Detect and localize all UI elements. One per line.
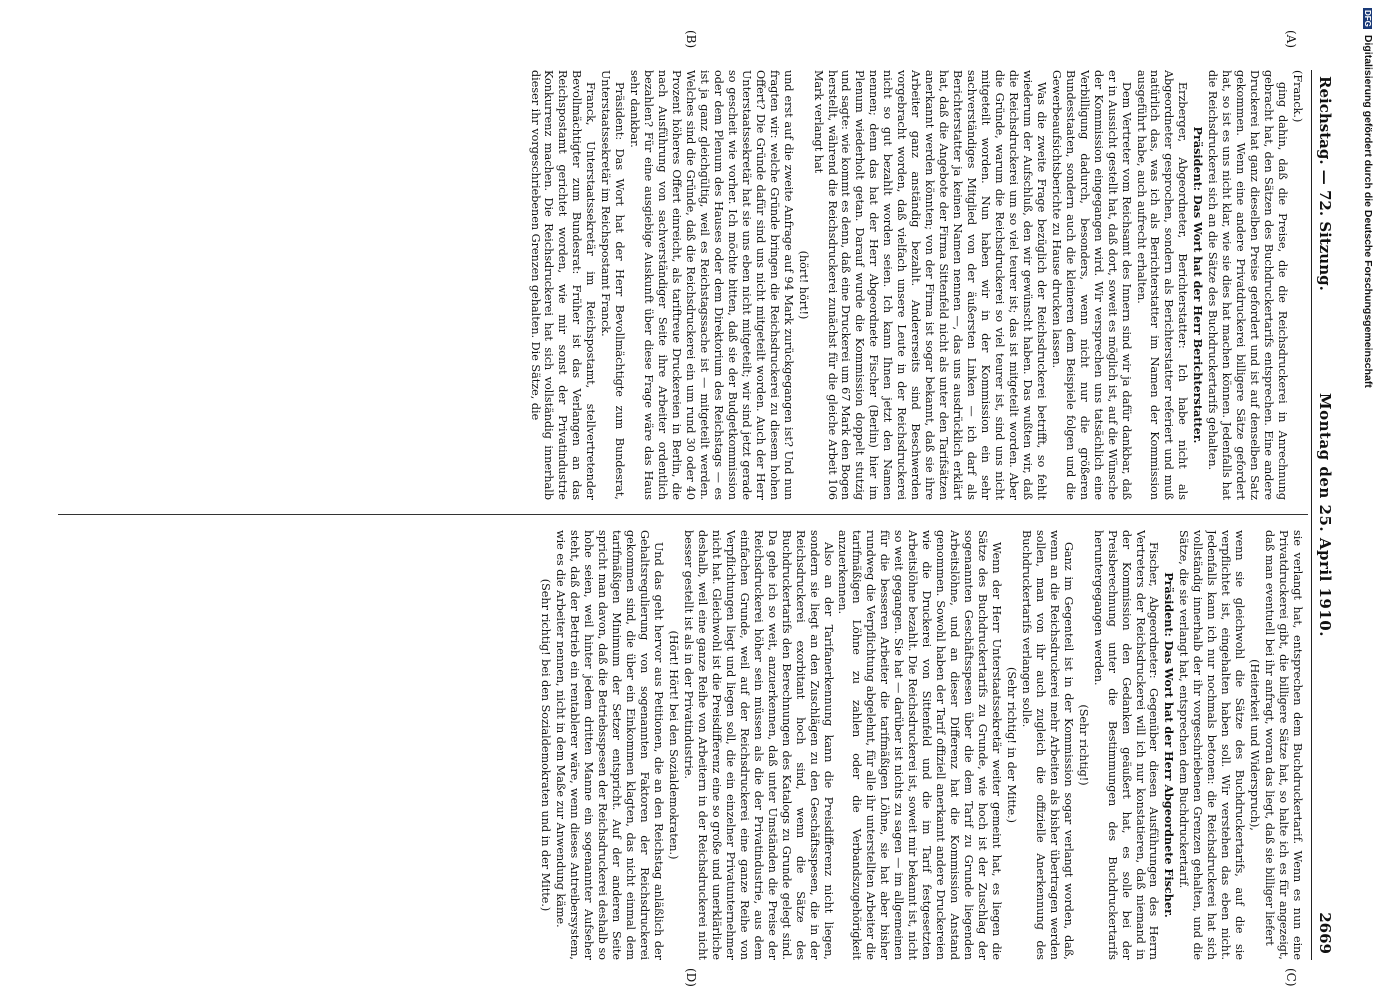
dfg-logo: DFG [1363,10,1372,27]
paragraph: Dem Vertreter vom Reichsamt des Innern sind wir ja dafür dankbar, daß er in Aussicht gestellt hat, daß dort, soweit es möglich ist, auf die Wünsche der Kommission eingegangen wird. Wir versprechen uns tatsächlich eine Verbilligung dadurch, besonders, wenn nicht nur die größeren Bundesstaaten, sondern auch die kleineren dem Beispiele folgen und die Gewerbeaufsichtsberichte zu Hause drucken lassen. [1049,70,1133,500]
paragraph: Ganz im Gegenteil ist in der Kommission sogar verlangt worden, daß, wenn an die Reichsdruckerei mehr Arbeiten als bisher übertragen werden sollen, man von ihr auch zugleich die offizielle Anerkennung des Buchdruckertarifs verlangen solle. [1019,530,1075,960]
paragraph: sie verlangt hat, entsprechen dem Buchdruckertarif. Wenn es nun eine Privatdruckerei gibt, die billigere Sätze hat, so halte ich es für angezeigt, daß man eventuell bei ihr anfragt, woran das liegt, daß sie billiger liefert [1263,530,1304,960]
paragraph: Was die zweite Frage bezüglich der Reichsdruckerei betrifft, so fehlt wiederum der Aufschluß, den wir gewünscht haben. Das wußten wir, daß die Reichsdruckerei um so viel teurer ist; das ist mitgeteilt worden. Aber die Gründe, warum die Reichsdruckerei so viel teurer ist, sind uns nicht mitgeteilt worden. Nun haben wir in der Kommission ein sehr sachverständiges Mitglied von der äußersten Linken — ich darf als Berichterstatter ja keinen Namen nennen —, das uns ausdrücklich erklärt hat, daß die Angebote der Firma Sittenfeld nicht als unter den Tarifsätzen anerkannt werden könnten; von der Firma ist sogar bekannt, daß sie ihre Arbeiter ganz anständig bezahlt. Andererseits sind Beschwerden vorgebracht worden, daß vielfach unsere Leute in der Reichsdruckerei nicht so gut bezahlt worden seien. Ich kann Ihnen jetzt den Namen nennen; denn das hat der Herr Abgeordnete Fischer (Berlin) hier im Plenum wiederholt getan. Darauf wurde die Kommission doppelt stutzig und sagte: wie kommt es denn, daß eine Druckerei um 67 Mark den Bogen herstellt, während die Reichsdruckerei zunächst für die gleiche Arbeit 106 Mark verlangt hat [811,70,1048,500]
paragraph: Wenn der Herr Unterstaatssekretär weiter gemeint hat, es liegen die Sätze des Buchdruckertarifs zu Grunde, wie hoch ist der Zuschlag der sogenannten Geschäftsspesen über die dem Tarif zu Grunde liegenden Arbeitslöhne, und an dieser Differenz hat die Kommission Anstand genommen. Sowohl haben der Tarif offiziell anerkannt andere Druckereien wie die Druckerei von Sittenfeld und die im Tarif festgesetzten Arbeitslöhne bezahlt. Die Reichsdruckerei ist, soweit mir bekannt ist, nicht so weit gegangen. Sie hat — darüber ist nichts zu sagen — im allgemeinen für die besseren Arbeiter die tarifmäßigen Löhne, sie hat aber bisher rundweg die Verpflichtung abgelehnt, für alle ihr unterstellten Arbeiter die tarifmäßigen Löhne zu zahlen oder die Verbandszugehörigkeit anzuerkennen. [836,530,1003,960]
paragraph: Und das geht hervor aus Petitionen, die an den Reichstag anläßlich der Gehaltsregulierung von sogenannten Faktoren der Reichsdruckerei gekommen sind, die über ein Einkommen klagten, das nicht einmal dem tarifmäßigen Minimum der Setzer entspricht. Auf der anderen Seite spricht man davon, daß die Betriebsspesen der Reichsdruckerei deshalb so hohe seien, weil hinter jedem dritten Manne ein sogenannter Aufseher steht, daß der Betrieb ein rentablerer wäre, wenn dieses Antreibersystem, wie es die Arbeiter nennen, nicht in dem Maße zur Anwendung käme. [554,530,666,960]
page-content [48,30,1338,987]
margin-mark-d: (D) [684,968,698,987]
interjection: (Sehr richtig! bei den Sozialdemokraten und in der Mitte.) [539,578,553,912]
left-column [64,70,1304,500]
margin-mark-c: (C) [1284,968,1298,987]
credit-text: Digitalisierung gefördert durch die Deutsche Forschungsgemeinschaft [1362,34,1374,388]
paragraph: Fischer, Abgeordneter: Gegenüber diesen Ausführungen des Herrn Vertreters der Reichsdruckerei will ich nur konstatieren, daß niemand in der Kommission den Gedanken geäußert hat, es solle bei der Preisberechnung unter die Bestimmungen des Buchdruckertarifs heruntergegangen werden. [1091,530,1161,960]
paragraph: Erzberger, Abgeordneter, Berichterstatter: Ich habe nicht als Abgeordneter gesprochen, sondern als Berichterstatter referiert und muß natürlich das, was ich als Berichterstatter im Namen der Kommission ausgeführt habe, auch aufrecht erhalten. [1134,70,1190,500]
column-rule [58,514,1308,515]
running-header [1311,70,1338,960]
margin-mark-b: (B) [684,30,698,49]
president-line: Präsident: Das Wort hat der Herr Berichterstatter. [1191,126,1206,444]
paragraph: Also an der Tarifanerkennung kann die Preisdifferenz nicht liegen, sondern sie liegt an den Zuschlägen zu den Geschäftsspesen, die in der Reichsdruckerei exorbitant hoch sind, wenn die Sätze des Buchdruckertarifs den Berechnungen des Katalogs zu Grunde gelegt sind. Da gehe ich so weit, anzuerkennen, daß unter Umständen die Preise der Reichsdruckerei höher sein müssen als die der Privatindustrie, aus dem einfachen Grunde, weil auf der Reichsdruckerei eine ganze Reihe von Verpflichtungen liegt und liegen soll, die ein einzelner Privatunternehmer nicht hat. Gleichwohl ist die Preisdifferenz eine so große und unerklärliche deshalb, weil eine ganze Reihe von Arbeitern in der Reichsdruckerei nicht besser gestellt ist als in der Privatindustrie. [682,530,835,960]
right-column [64,530,1304,960]
paragraph: Franck, Unterstaatssekretär im Reichspostamt, stellvertretender Bevollmächtigter zum Bundesrat: Früher ist das Verlangen an das Reichspostamt gerichtet worden, wie mir sonst der Privatindustrie Konkurrenz machen. Die Reichsdruckerei hat sich vollständig innerhalb dieser ihr vorgeschriebenen Grenzen gehalten. Die Sätze, die [528,70,598,500]
interjection: (Heiterkeit und Widerspruch), [1248,659,1262,831]
interjection: (Hört! Hört! bei den Sozialdemokraten.) [667,630,681,860]
interjection: (Sehr richtig!) [1076,704,1090,786]
header-center: Montag den 25. April 1910. [1316,393,1334,637]
interjection: (hört! hört!) [796,250,810,320]
paragraph: wenn sie gleichwohl die Sätze des Buchdruckertarifs, auf die sie verpflichtet ist, eingehalten haben soll. Wir verstehen das eben nicht. Jedenfalls kann ich nur nochmals betonen: die Reichsdruckerei hat sich vollständig innerhalb der ihr vorgeschriebenen Grenzen gehalten, und die Sätze, die sie verlangt hat, entsprechen dem Buchdruckertarif. [1177,530,1247,960]
digitization-credit [1358,8,1374,992]
president-line: Präsident: Das Wort hat der Herr Abgeordnete Fischer. [1162,572,1177,918]
speaker-note: (Franck.) [1291,70,1304,123]
header-left: Reichstag. — 72. Sitzung. [1316,76,1334,291]
president-line: Präsident: Das Wort hat der Herr Bevollmächtigte zum Bundesrat, Unterstaatssekretär im Reichspostamt Franck. [599,70,627,500]
interjection: (Sehr richtig! in der Mitte.) [1004,666,1018,824]
paragraph: und erst auf die zweite Anfrage auf 94 Mark zurückgegangen ist? Und nun fragten wir: welche Gründe bringen die Reichsdruckerei zu diesem hohen Offert? Die Gründe dafür sind uns nicht mitgeteilt worden. Auch der Herr Unterstaatssekretär hat sie uns eben nicht mitgeteilt; wir sind jetzt gerade so gescheit wie vorher. Ich möchte bitten, daß sie der Budgetkommission oder dem Plenum des Hauses oder dem Direktorium des Reichstags — es ist ja ganz gleichgültig, weil es Reichstagssache ist — mitgeteilt werden. Welches sind die Gründe, daß die Reichsdruckerei ein um rund 30 oder 40 Prozent höheres Offert einreicht, als tariftreue Druckereien in Berlin, die nach Ausführung von sachverständiger Seite ihre Arbeiter ordentlich bezahlen? Für eine ausgiebige Auskunft über diese Frage wäre das Haus sehr dankbar. [628,70,795,500]
margin-mark-a: (A) [1284,30,1298,49]
paragraph: ging dahin, daß die Preise, die die Reichsdruckerei in Anrechnung gebracht hat, den Sätzen des Buchdruckertarifs entsprechen. Eine andere Druckerei hat ganz dieselben Preise gefordert und ist auf denselben Satz gekommen. Wenn eine andere Privatdruckerei billigere Sätze gefordert hat, so ist es uns nicht klar, wie sie dies hat machen können. Jedenfalls hat die Reichsdruckerei sich an die Sätze des Buchdruckertarifs gehalten. [1206,70,1290,500]
page-number: 2669 [1316,912,1334,954]
